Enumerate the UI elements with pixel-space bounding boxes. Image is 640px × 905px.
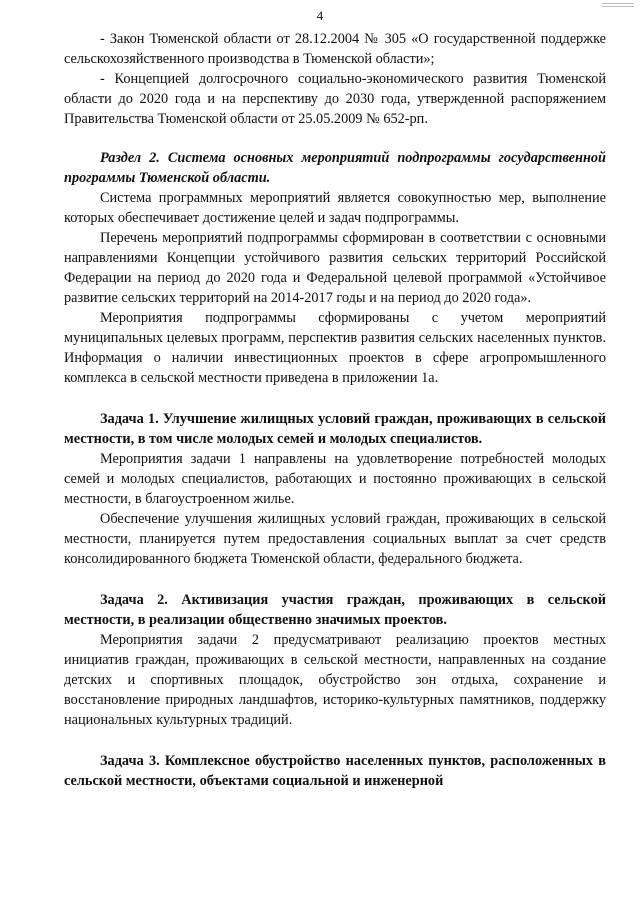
intro-item-law: - Закон Тюменской области от 28.12.2004 № 305 «О государственной поддержке сельскохозяйственного производства в Тюменской области»; [64, 31, 606, 67]
section-2-heading: Раздел 2. Система основных мероприятий подпрограммы государственной программы Тюменской области. [64, 150, 606, 186]
intro-item-concept: - Концепцией долгосрочного социально-экономического развития Тюменской области до 2020 года и на перспективу до 2030 года, утвержденной распоряжением Правительства Тюменской области от 25.05.2009 № 652-рп. [64, 71, 606, 127]
task-1-heading: Задача 1. Улучшение жилищных условий граждан, проживающих в сельской местности, в том числе молодых семей и молодых специалистов. [64, 411, 606, 447]
task-2-paragraph: Мероприятия задачи 2 предусматривают реализацию проектов местных инициатив граждан, проживающих в сельской местности, направленных на создание детских и спортивных площадок, обустройство зон отдыха, сохранение и восстановление природных ландшафтов, историко-культурных памятников, поддержку национальных культурных традиций. [64, 632, 606, 728]
section-2-paragraph: Мероприятия подпрограммы сформированы с учетом мероприятий муниципальных целевых программ, перспектив развития сельских населенных пунктов. Информация о наличии инвестиционных проектов в сфере агропромышленного комплекса в сельской местности приведена в приложении 1а. [64, 310, 606, 386]
section-2-paragraph: Перечень мероприятий подпрограммы сформирован в соответствии с основными направлениями Концепции устойчивого развития сельских территорий Российской Федерации на период до 2020 года и Федеральной целевой программой «Устойчивое развитие сельских территорий на 2014-2017 годы и на период до 2020 года». [64, 230, 606, 306]
document-body [64, 29, 606, 791]
section-2-paragraph: Система программных мероприятий является совокупностью мер, выполнение которых обеспечивает достижение целей и задач подпрограммы. [64, 190, 606, 226]
task-3-heading: Задача 3. Комплексное обустройство населенных пунктов, расположенных в сельской местности, объектами социальной и инженерной [64, 753, 606, 789]
page-number: 4 [316, 8, 324, 23]
corner-scan-mark [602, 3, 634, 7]
task-1-paragraph: Мероприятия задачи 1 направлены на удовлетворение потребностей молодых семей и молодых специалистов, работающих и постоянно проживающих в сельской местности, в благоустроенном жилье. [64, 451, 606, 507]
task-1-paragraph: Обеспечение улучшения жилищных условий граждан, проживающих в сельской местности, планируется путем предоставления социальных выплат за счет средств консолидированного бюджета Тюменской области, федерального бюджета. [64, 511, 606, 567]
task-2-heading: Задача 2. Активизация участия граждан, проживающих в сельской местности, в реализации общественно значимых проектов. [64, 592, 606, 628]
